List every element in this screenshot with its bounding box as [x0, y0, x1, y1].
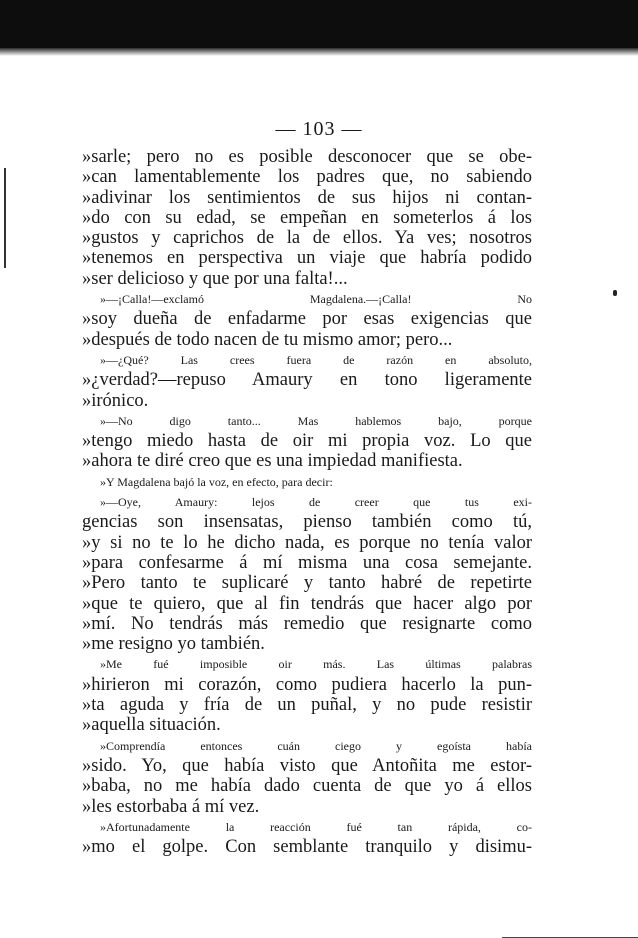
text-line: »—No digo tanto... Mas hablemos bajo, porque — [100, 413, 532, 428]
text-line: »—¡Calla!—exclamó Magdalena.—¡Calla! No — [100, 292, 532, 307]
text-line: »aquella situación. — [82, 715, 221, 736]
text-line: »gustos y caprichos de la de ellos. Ya ves; nosotros — [82, 228, 532, 249]
text-line: gencias son insensatas, pienso también como tú, — [82, 512, 532, 533]
text-line: »que te quiero, que al fin tendrás que hacer algo por — [82, 593, 532, 614]
text-line: »ahora te diré creo que es una impiedad manifiesta. — [82, 451, 463, 472]
text-line: »sido. Yo, que había visto que Antoñita me estor- — [82, 755, 532, 776]
scan-top-border-fade — [0, 48, 638, 56]
text-line: »adivinar los sentimientos de sus hijos ni contan- — [82, 187, 532, 208]
text-line: »hirieron mi corazón, como pudiera hacerlo la pun- — [82, 674, 532, 695]
text-line: »les estorbaba á mí vez. — [82, 796, 260, 817]
body-text — [82, 147, 532, 857]
text-line: »—Oye, Amaury: lejos de creer que tus exi- — [100, 495, 532, 510]
scan-top-border — [0, 0, 638, 48]
page-number: — 103 — — [275, 118, 363, 140]
text-line: »Y Magdalena bajó la voz, en efecto, para decir: — [100, 474, 333, 489]
text-line: »irónico. — [82, 390, 149, 411]
text-line: »soy dueña de enfadarme por esas exigencias que — [82, 309, 532, 330]
text-line: »Afortunadamente la reacción fué tan rápida, co- — [100, 819, 532, 834]
scan-margin-dot — [613, 290, 617, 296]
text-line: »—¿Qué? Las crees fuera de razón en absoluto, — [100, 352, 532, 367]
text-line: »can lamentablemente los padres que, no sabiendo — [82, 167, 532, 188]
text-line: »Comprendía entonces cuán ciego y egoísta había — [100, 738, 532, 753]
text-line: »después de todo nacen de tu mismo amor; pero... — [82, 329, 453, 350]
text-line: »tengo miedo hasta de oir mi propia voz. Lo que — [82, 431, 532, 452]
scan-margin-mark — [4, 168, 6, 268]
text-line: »¿verdad?—repuso Amaury en tono ligeramente — [82, 370, 532, 391]
text-line: »mí. No tendrás más remedio que resignarte como — [82, 613, 532, 634]
text-line: »tenemos en perspectiva un viaje que habría podido — [82, 248, 532, 269]
text-line: »sarle; pero no es posible desconocer que se obe- — [82, 147, 532, 167]
text-line: »ser delicioso y que por una falta!... — [82, 268, 348, 289]
text-line: »baba, no me había dado cuenta de que yo á ellos — [82, 776, 532, 797]
text-line: »mo el golpe. Con semblante tranquilo y disimu- — [82, 837, 532, 858]
text-line: »Pero tanto te suplicaré y tanto habré de repetirte — [82, 573, 532, 594]
text-line: »para confesarme á mí misma una cosa semejante. — [82, 552, 532, 573]
text-line: »Me fué imposible oir más. Las últimas palabras — [100, 657, 532, 672]
text-line: »ta aguda y fría de un puñal, y no pude resistir — [82, 695, 532, 716]
text-line: »y si no te lo he dicho nada, es porque no tenía valor — [82, 532, 532, 553]
text-line: »do con su edad, se empeñan en someterlos á los — [82, 207, 532, 228]
text-line: »me resigno yo también. — [82, 634, 265, 655]
